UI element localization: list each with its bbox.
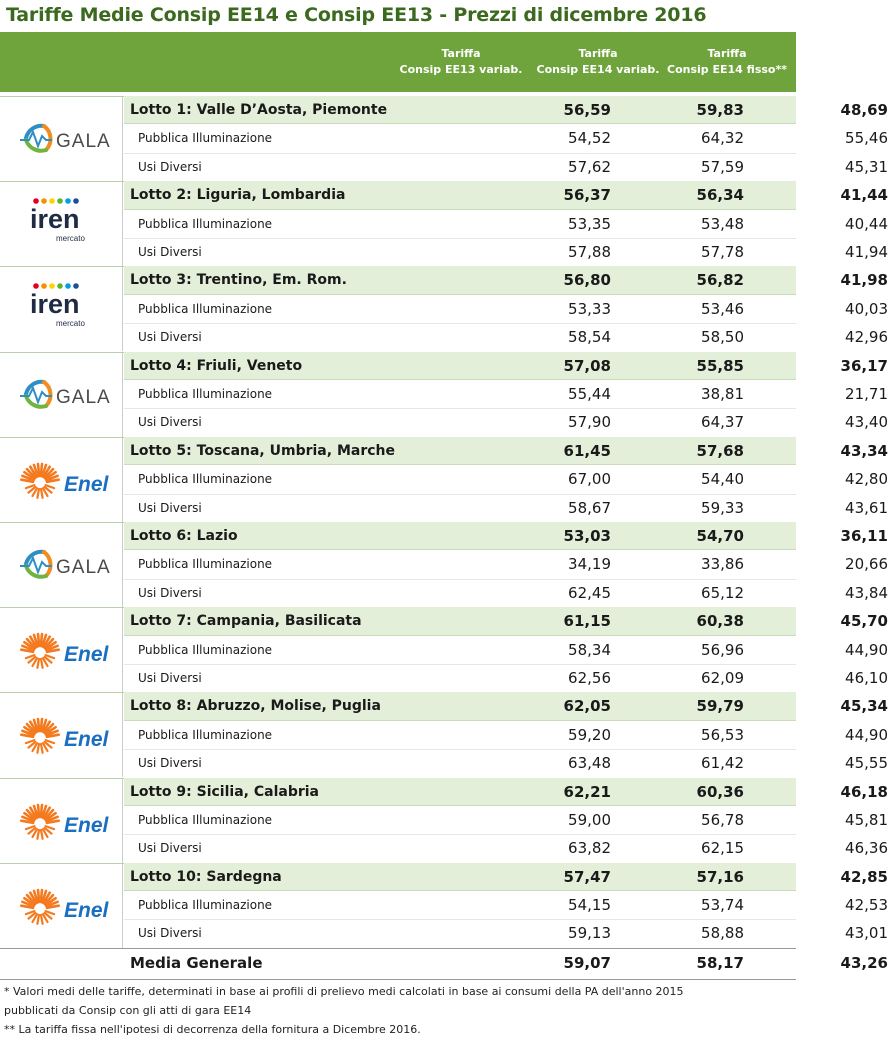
- lot-value: 53,03: [563, 526, 611, 545]
- lot-name: Lotto 8: Abruzzo, Molise, Puglia: [130, 698, 381, 715]
- sub-row-label: Pubblica Illuminazione: [138, 557, 273, 572]
- sub-row-value: 56,78: [701, 810, 744, 829]
- sub-row-value: 41,94: [845, 242, 888, 261]
- lot-value: 57,47: [563, 867, 611, 886]
- sub-row-value: 57,88: [568, 242, 611, 261]
- lot-value: 57,16: [696, 867, 744, 886]
- lot-value: 62,21: [563, 782, 611, 801]
- enel-logo: [0, 863, 122, 948]
- sub-row-value: 61,42: [701, 754, 744, 773]
- footnote: ** La tariffa fissa nell'ipotesi di decorrenza della fornitura a Dicembre 2016.: [4, 1023, 421, 1036]
- lot-value: 62,05: [563, 697, 611, 716]
- sub-row-value: 42,80: [845, 470, 888, 489]
- sub-row-value: 33,86: [701, 555, 744, 574]
- sub-row: [124, 891, 888, 920]
- column-header-line: Tariffa: [707, 47, 747, 60]
- enel-logo: [0, 607, 122, 692]
- sub-row-label: Pubblica Illuminazione: [138, 216, 273, 231]
- sub-row: [124, 153, 888, 181]
- iren-dot-icon: [33, 198, 39, 204]
- sub-row-value: 44,90: [845, 640, 888, 659]
- sub-row-label: Usi Diversi: [138, 244, 202, 259]
- enel-wordmark: Enel: [64, 898, 109, 922]
- sub-row-label: Pubblica Illuminazione: [138, 131, 273, 146]
- column-header-line: Tariffa: [578, 47, 618, 60]
- lot-row: [124, 778, 888, 806]
- lot-row: [124, 181, 888, 209]
- sub-row: [124, 919, 888, 947]
- iren-dot-icon: [49, 198, 55, 204]
- sub-row-value: 58,67: [568, 498, 611, 517]
- supplier-logo-cell: [0, 266, 123, 351]
- sub-row: [124, 834, 888, 862]
- sub-row: [124, 124, 888, 153]
- iren-dot-icon: [33, 284, 39, 290]
- sub-row-value: 58,88: [701, 924, 744, 943]
- sub-row-value: 53,35: [568, 214, 611, 233]
- lot-name: Lotto 10: Sardegna: [130, 868, 282, 885]
- lot-name: Lotto 9: Sicilia, Calabria: [130, 783, 319, 800]
- sub-row-label: Pubblica Illuminazione: [138, 472, 273, 487]
- sub-row-label: Usi Diversi: [138, 756, 202, 771]
- sub-row-label: Usi Diversi: [138, 500, 202, 515]
- sub-row: [124, 579, 888, 607]
- total-label: Media Generale: [130, 953, 263, 972]
- sub-row-value: 58,50: [701, 328, 744, 347]
- lot-value: 45,70: [840, 612, 888, 631]
- total-value: 58,17: [696, 953, 744, 972]
- sub-row: [124, 550, 888, 579]
- enel-flower-icon: [21, 464, 58, 498]
- supplier-logo-cell: [0, 96, 123, 181]
- sub-row-value: 58,34: [568, 640, 611, 659]
- column-header-ee13-variab: [398, 46, 524, 78]
- lot-value: 41,44: [840, 186, 888, 205]
- sub-row-value: 43,01: [845, 924, 888, 943]
- sub-row-value: 62,15: [701, 839, 744, 858]
- lot-name: Lotto 2: Liguria, Lombardia: [130, 187, 346, 204]
- lot-value: 48,69: [840, 101, 888, 119]
- sub-row-value: 54,15: [568, 896, 611, 915]
- enel-flower-icon: [21, 634, 58, 668]
- supplier-logo-cell: [0, 692, 123, 777]
- lot-name: Lotto 7: Campania, Basilicata: [130, 613, 362, 630]
- sub-row-value: 38,81: [701, 384, 744, 403]
- column-header-line: Consip EE14 fisso**: [667, 63, 787, 76]
- supplier-logo-cell: [0, 522, 123, 607]
- gala-pulse-icon: [20, 132, 52, 146]
- sub-row-value: 42,96: [845, 328, 888, 347]
- sub-row: [124, 636, 888, 665]
- sub-row-label: Usi Diversi: [138, 926, 202, 941]
- sub-row-value: 62,45: [568, 583, 611, 602]
- lot-row: [124, 607, 888, 635]
- sub-row-value: 64,37: [701, 413, 744, 432]
- sub-row: [124, 664, 888, 692]
- lot-group: [0, 96, 888, 181]
- sub-row-value: 43,84: [845, 583, 888, 602]
- iren-dot-icon: [49, 284, 55, 290]
- iren-dot-icon: [41, 198, 47, 204]
- sub-row-label: Usi Diversi: [138, 159, 202, 174]
- iren-logo: [0, 181, 122, 266]
- iren-subtitle: mercato: [56, 319, 85, 329]
- lot-value: 43,34: [840, 441, 888, 460]
- sub-row-value: 44,90: [845, 725, 888, 744]
- footnotes: [4, 982, 792, 1039]
- gala-wordmark: GALA: [56, 131, 111, 152]
- sub-row-value: 53,46: [701, 299, 744, 318]
- sub-row: [124, 210, 888, 239]
- enel-flower-icon: [21, 805, 58, 839]
- lot-name: Lotto 3: Trentino, Em. Rom.: [130, 272, 347, 289]
- iren-dot-icon: [57, 284, 63, 290]
- sub-row-label: Usi Diversi: [138, 585, 202, 600]
- sub-row-label: Pubblica Illuminazione: [138, 386, 273, 401]
- iren-logo: [0, 266, 122, 351]
- sub-row: [124, 323, 888, 351]
- column-header-line: Tariffa: [441, 47, 481, 60]
- lot-value: 36,17: [840, 356, 888, 375]
- sub-row-value: 56,96: [701, 640, 744, 659]
- sub-row-value: 54,52: [568, 129, 611, 148]
- lot-row: [124, 863, 888, 891]
- sub-row-value: 34,19: [568, 555, 611, 574]
- enel-wordmark: Enel: [64, 472, 109, 496]
- lot-name: Lotto 5: Toscana, Umbria, Marche: [130, 442, 395, 459]
- lot-group: [0, 692, 888, 777]
- sub-row-value: 42,53: [845, 896, 888, 915]
- enel-wordmark: Enel: [64, 643, 109, 667]
- lot-value: 59,79: [696, 697, 744, 716]
- iren-dot-icon: [57, 198, 63, 204]
- sub-row-value: 53,74: [701, 896, 744, 915]
- sub-row: [124, 806, 888, 835]
- footnote: * Valori medi delle tariffe, determinati in base ai profili di prelievo medi calcolati in base ai consumi della PA dell'anno 2015: [4, 985, 684, 998]
- lot-name: Lotto 1: Valle D’Aosta, Piemonte: [130, 102, 388, 118]
- lot-value: 46,18: [840, 782, 888, 801]
- sub-row: [124, 380, 888, 409]
- sub-row-value: 21,71: [845, 384, 888, 403]
- gala-pulse-icon: [20, 558, 52, 572]
- sub-row-label: Pubblica Illuminazione: [138, 642, 273, 657]
- lot-row: [124, 352, 888, 380]
- gala-pulse-icon: [20, 388, 52, 402]
- lot-name: Lotto 6: Lazio: [130, 527, 238, 544]
- supplier-logo-cell: [0, 437, 123, 522]
- lot-row: [124, 266, 888, 294]
- lot-value: 56,37: [563, 186, 611, 205]
- enel-logo: [0, 437, 122, 522]
- sub-row-value: 57,90: [568, 413, 611, 432]
- supplier-logo-cell: [0, 181, 123, 266]
- gala-wordmark: GALA: [56, 556, 111, 578]
- lot-group: [0, 181, 888, 266]
- sub-row-value: 46,10: [845, 668, 888, 687]
- lot-row: [124, 96, 888, 124]
- total-row: [0, 948, 888, 980]
- enel-wordmark: Enel: [64, 813, 109, 837]
- sub-row-value: 54,40: [701, 470, 744, 489]
- sub-row-value: 63,82: [568, 839, 611, 858]
- sub-row-label: Pubblica Illuminazione: [138, 812, 273, 827]
- sub-row: [124, 721, 888, 750]
- gala-wordmark: GALA: [56, 386, 111, 408]
- lot-row: [124, 522, 888, 550]
- sub-row-value: 64,32: [701, 129, 744, 148]
- sub-row-value: 55,44: [568, 384, 611, 403]
- lot-group: [0, 437, 888, 522]
- sub-row-value: 20,66: [845, 555, 888, 574]
- table-header: [0, 32, 796, 92]
- sub-row: [124, 465, 888, 494]
- sub-row-label: Usi Diversi: [138, 670, 202, 685]
- lot-row: [124, 437, 888, 465]
- sub-row-value: 53,48: [701, 214, 744, 233]
- lot-value: 45,34: [840, 697, 888, 716]
- sub-row: [124, 749, 888, 777]
- sub-row-label: Pubblica Illuminazione: [138, 727, 273, 742]
- lot-value: 36,11: [840, 526, 888, 545]
- enel-flower-icon: [21, 719, 58, 753]
- sub-row-label: Usi Diversi: [138, 415, 202, 430]
- page-title: Tariffe Medie Consip EE14 e Consip EE13 - Prezzi di dicembre 2016: [6, 4, 707, 26]
- iren-wordmark: iren: [30, 204, 80, 235]
- enel-wordmark: Enel: [64, 728, 109, 752]
- total-value: 43,26: [840, 953, 888, 972]
- lot-value: 56,59: [563, 101, 611, 119]
- sub-row-value: 40,03: [845, 299, 888, 318]
- gala-logo: [0, 352, 122, 437]
- lot-value: 61,45: [563, 441, 611, 460]
- sub-row-value: 46,36: [845, 839, 888, 858]
- lot-value: 60,36: [696, 782, 744, 801]
- supplier-logo-cell: [0, 863, 123, 948]
- footnote: pubblicati da Consip con gli atti di gara EE14: [4, 1004, 252, 1017]
- lot-group: [0, 778, 888, 863]
- sub-row: [124, 494, 888, 522]
- sub-row-value: 59,13: [568, 924, 611, 943]
- iren-dot-icon: [73, 198, 79, 204]
- supplier-logo-cell: [0, 607, 123, 692]
- lot-value: 59,83: [696, 101, 744, 119]
- lot-value: 41,98: [840, 271, 888, 290]
- lot-group: [0, 266, 888, 351]
- lot-group: [0, 352, 888, 437]
- sub-row-value: 45,31: [845, 157, 888, 176]
- lot-value: 55,85: [696, 356, 744, 375]
- iren-subtitle: mercato: [56, 234, 85, 244]
- enel-flower-icon: [21, 890, 58, 924]
- enel-logo: [0, 692, 122, 777]
- sub-row-value: 43,61: [845, 498, 888, 517]
- lot-value: 42,85: [840, 867, 888, 886]
- gala-logo: [0, 522, 122, 607]
- sub-row-value: 62,09: [701, 668, 744, 687]
- total-value: 59,07: [563, 953, 611, 972]
- sub-row-value: 45,81: [845, 810, 888, 829]
- sub-row-value: 57,78: [701, 242, 744, 261]
- supplier-logo-cell: [0, 778, 123, 863]
- sub-row: [124, 295, 888, 324]
- sub-row-value: 59,00: [568, 810, 611, 829]
- column-header-line: Consip EE13 variab.: [399, 63, 523, 76]
- lot-name: Lotto 4: Friuli, Veneto: [130, 357, 303, 374]
- lot-value: 57,08: [563, 356, 611, 375]
- sub-row-value: 57,59: [701, 157, 744, 176]
- sub-row-value: 56,53: [701, 725, 744, 744]
- sub-row-value: 40,44: [845, 214, 888, 233]
- sub-row-value: 45,55: [845, 754, 888, 773]
- sub-row-value: 63,48: [568, 754, 611, 773]
- lot-value: 57,68: [696, 441, 744, 460]
- iren-dot-icon: [41, 284, 47, 290]
- sub-row-value: 65,12: [701, 583, 744, 602]
- lot-value: 60,38: [696, 612, 744, 631]
- sub-row-value: 59,20: [568, 725, 611, 744]
- supplier-logo-cell: [0, 352, 123, 437]
- lot-value: 61,15: [563, 612, 611, 631]
- iren-wordmark: iren: [30, 289, 80, 320]
- sub-row: [124, 408, 888, 436]
- sub-row-label: Pubblica Illuminazione: [138, 898, 273, 913]
- iren-dot-icon: [65, 284, 71, 290]
- enel-logo: [0, 778, 122, 863]
- lot-group: [0, 863, 888, 948]
- iren-dot-icon: [65, 198, 71, 204]
- lot-row: [124, 692, 888, 720]
- sub-row-value: 58,54: [568, 328, 611, 347]
- sub-row-label: Usi Diversi: [138, 841, 202, 856]
- iren-dot-icon: [73, 284, 79, 290]
- sub-row-value: 59,33: [701, 498, 744, 517]
- sub-row-value: 67,00: [568, 470, 611, 489]
- lot-group: [0, 607, 888, 692]
- column-header-ee14-variab: [535, 46, 661, 78]
- lot-value: 54,70: [696, 526, 744, 545]
- sub-row: [124, 238, 888, 266]
- sub-row-value: 53,33: [568, 299, 611, 318]
- sub-row-value: 57,62: [568, 157, 611, 176]
- sub-row-label: Pubblica Illuminazione: [138, 301, 273, 316]
- sub-row-value: 43,40: [845, 413, 888, 432]
- lot-value: 56,80: [563, 271, 611, 290]
- lot-value: 56,82: [696, 271, 744, 290]
- gala-logo: [0, 96, 122, 181]
- column-header-line: Consip EE14 variab.: [536, 63, 660, 76]
- lot-value: 56,34: [696, 186, 744, 205]
- sub-row-value: 62,56: [568, 668, 611, 687]
- sub-row-value: 55,46: [845, 129, 888, 148]
- lot-group: [0, 522, 888, 607]
- column-header-ee14-fisso: [664, 46, 790, 78]
- tariff-table: [0, 96, 888, 980]
- sub-row-label: Usi Diversi: [138, 330, 202, 345]
